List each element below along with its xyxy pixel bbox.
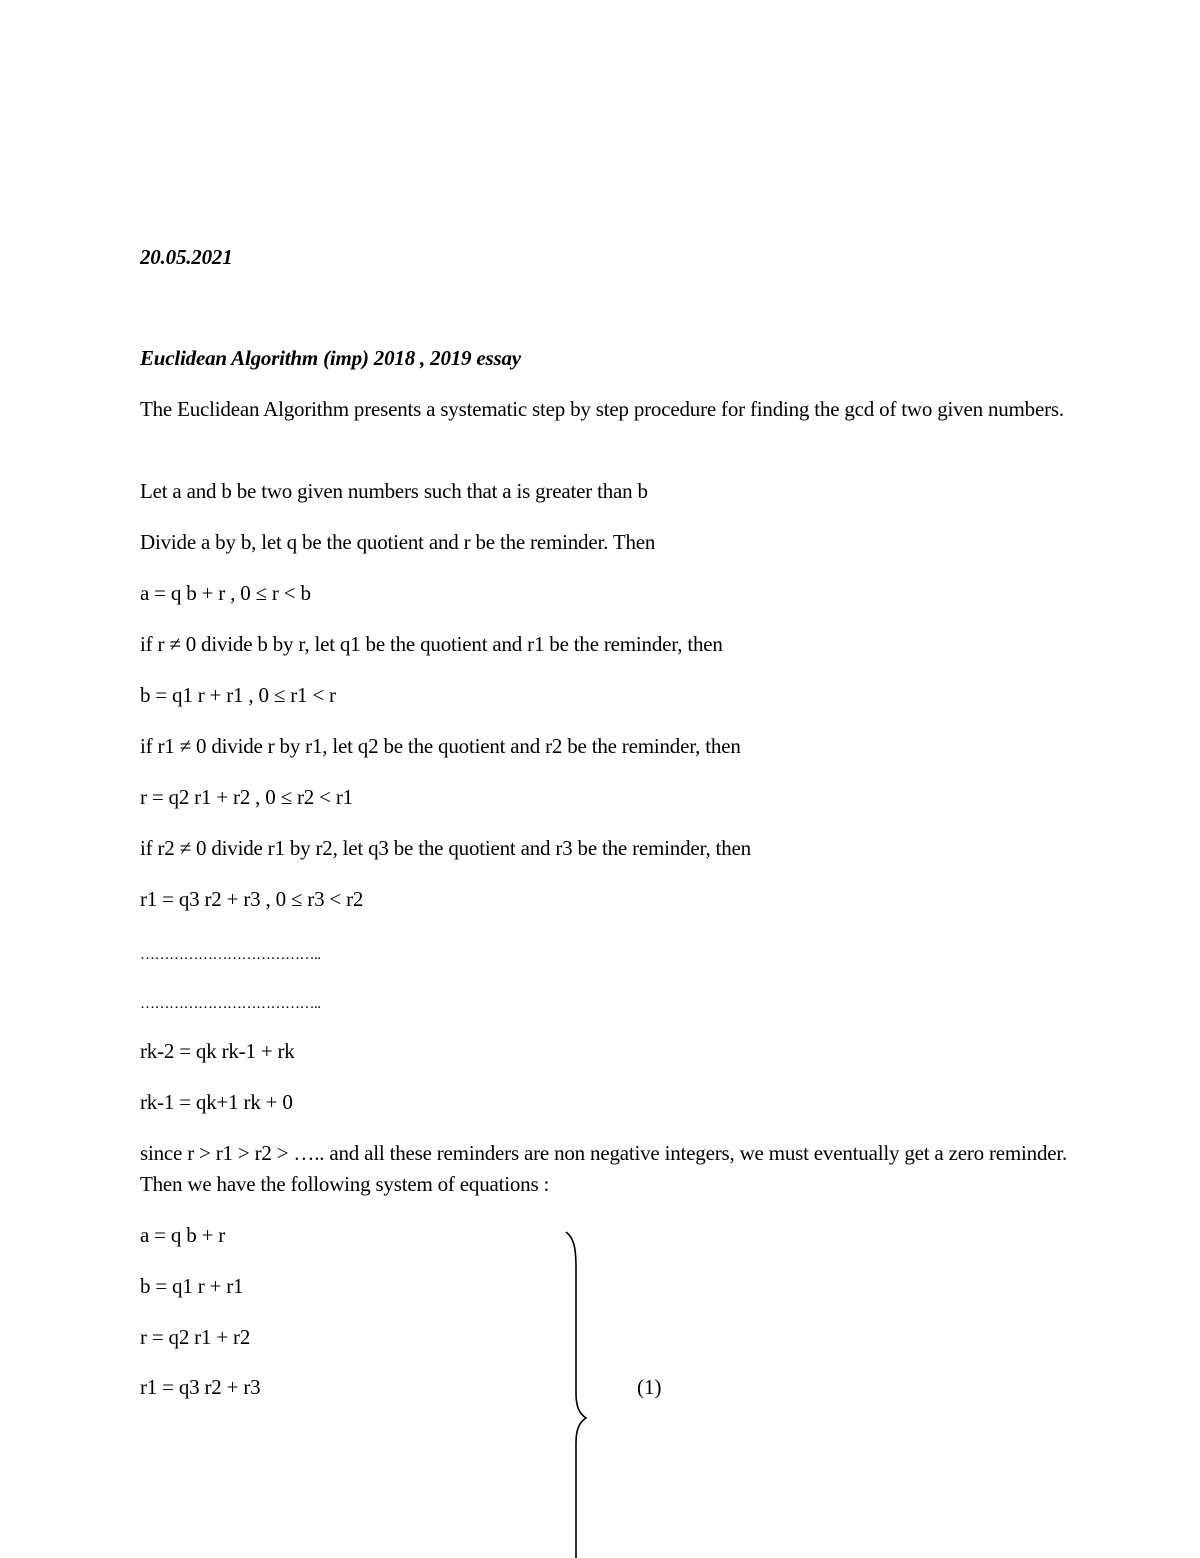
let-line: Let a and b be two given numbers such that a is greater than b (140, 479, 648, 503)
since-paragraph: since r > r1 > r2 > ….. and all these reminders are non negative integers, we must eventually get a zero reminder. Then we have the following system of equations : (140, 1141, 1068, 1196)
if-r-line: if r ≠ 0 divide b by r, let q1 be the quotient and r1 be the reminder, then (140, 632, 723, 656)
system-equation-4: r1 = q3 r2 + r3 (140, 1375, 261, 1399)
divide-line: Divide a by b, let q be the quotient and r be the reminder. Then (140, 530, 656, 554)
equation-r: r = q2 r1 + r2 , 0 ≤ r2 < r1 (140, 785, 353, 809)
equation-a: a = q b + r , 0 ≤ r < b (140, 581, 311, 605)
if-r1-line: if r1 ≠ 0 divide r by r1, let q2 be the quotient and r2 be the reminder, then (140, 734, 741, 758)
equation-rk-1: rk-1 = qk+1 rk + 0 (140, 1090, 293, 1114)
system-equation-1: a = q b + r (140, 1223, 226, 1247)
equation-rk-2: rk-2 = qk rk-1 + rk (140, 1039, 295, 1063)
system-equation-2: b = q1 r + r1 (140, 1274, 244, 1298)
right-curly-brace (560, 1228, 600, 1558)
system-equation-3: r = q2 r1 + r2 (140, 1325, 251, 1349)
equation-b: b = q1 r + r1 , 0 ≤ r1 < r (140, 683, 336, 707)
equation-r1: r1 = q3 r2 + r3 , 0 ≤ r3 < r2 (140, 887, 364, 911)
ellipsis-line-1: ……………………………….. (140, 947, 321, 963)
intro-paragraph: The Euclidean Algorithm presents a systematic step by step procedure for finding the gcd of two given numbers. (140, 397, 1064, 421)
if-r2-line: if r2 ≠ 0 divide r1 by r2, let q3 be the quotient and r3 be the reminder, then (140, 836, 751, 860)
date: 20.05.2021 (140, 245, 233, 269)
ellipsis-line-2: ……………………………….. (140, 996, 321, 1012)
system-label: (1) (637, 1375, 662, 1399)
section-heading: Euclidean Algorithm (imp) 2018 , 2019 essay (140, 346, 521, 370)
